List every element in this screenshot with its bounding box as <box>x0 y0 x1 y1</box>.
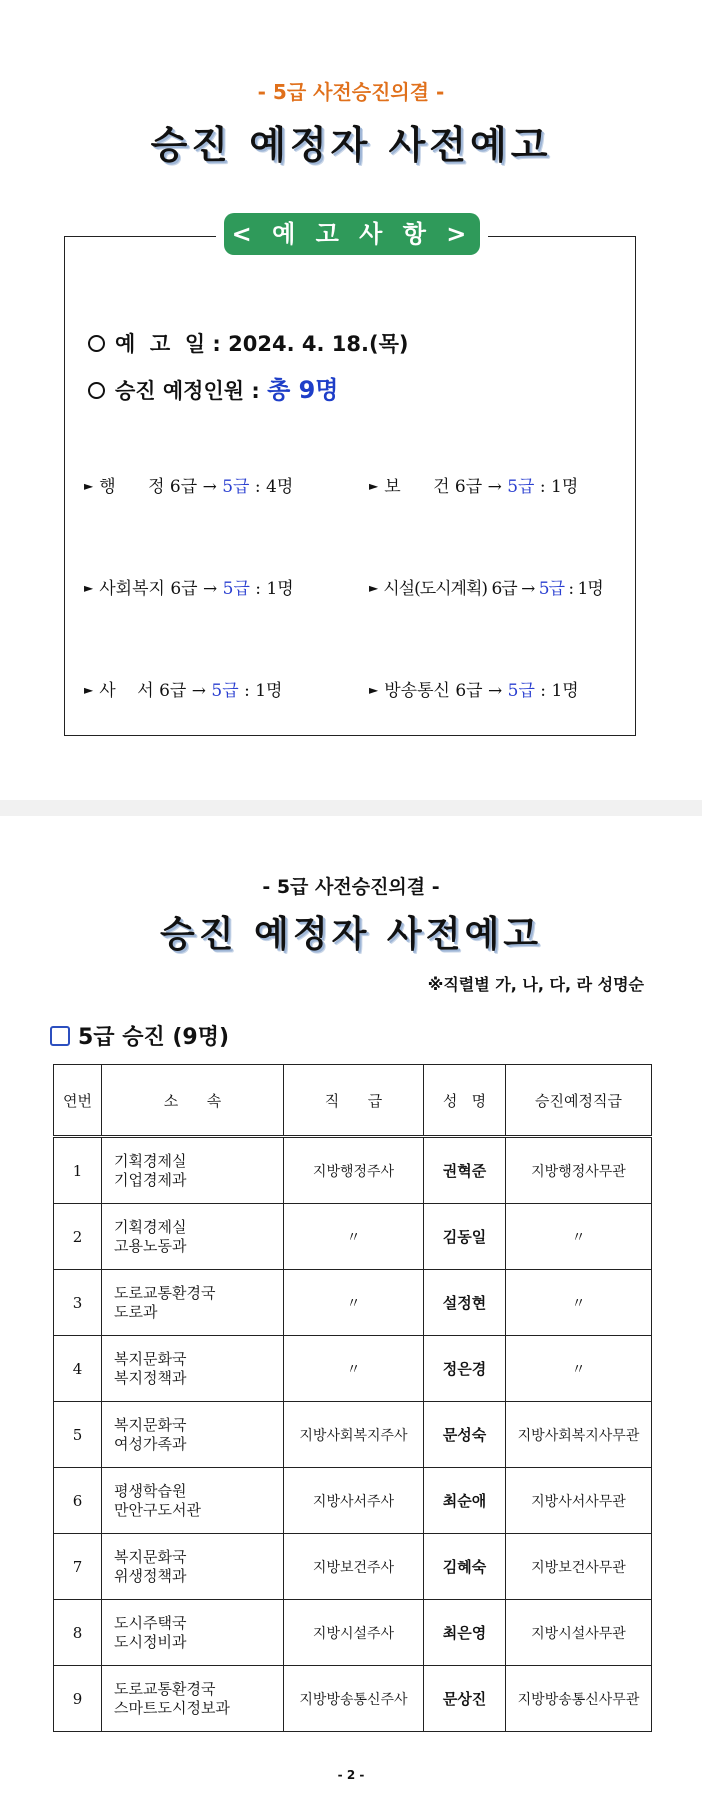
triangle-bullet-icon: ► <box>84 683 94 697</box>
headcount-label: 승진 예정인원 <box>115 379 245 403</box>
cell-grade: 지방행정주사 <box>284 1137 424 1204</box>
dept-section: 위생정책과 <box>114 1566 187 1585</box>
table-header-row <box>54 1065 652 1137</box>
header-name: 성 명 <box>424 1065 506 1137</box>
cell-name: 정은경 <box>424 1336 506 1402</box>
dept-section: 만안구도서관 <box>114 1500 201 1519</box>
header-grade: 직 급 <box>284 1065 424 1137</box>
table-row <box>54 1534 652 1600</box>
rank-item: ► 사회복지 6급 → 5급 : 1명 <box>84 579 294 599</box>
dept-section: 기업경제과 <box>114 1170 187 1189</box>
rank-to: 5급 <box>222 477 250 497</box>
cell-grade: 지방방송통신주사 <box>284 1666 424 1732</box>
dept-division: 도로교통환경국 <box>114 1679 216 1698</box>
cell-name: 최은영 <box>424 1600 506 1666</box>
cell-dept <box>102 1270 284 1336</box>
rank-series: 사 서 <box>99 681 154 701</box>
cell-name: 최순애 <box>424 1468 506 1534</box>
table-row <box>54 1270 652 1336</box>
rank-from: 6급 <box>491 579 517 599</box>
rank-to: 5급 <box>222 579 250 599</box>
page2-subtitle: - 5급 사전승진의결 - <box>262 876 440 898</box>
cell-name: 문성숙 <box>424 1402 506 1468</box>
cell-dept <box>102 1336 284 1402</box>
cell-grade: 〃 <box>284 1204 424 1270</box>
rank-from: 6급 <box>169 477 198 497</box>
rank-from: 6급 <box>455 681 483 701</box>
table-row <box>54 1402 652 1468</box>
cell-new-grade: 〃 <box>506 1204 652 1270</box>
cell-name: 문상진 <box>424 1666 506 1732</box>
circle-bullet-icon <box>88 335 105 352</box>
cell-no: 3 <box>54 1270 102 1336</box>
cell-dept <box>102 1468 284 1534</box>
rank-to: 5급 <box>538 579 564 599</box>
triangle-bullet-icon: ► <box>84 581 94 595</box>
rank-count: 1명 <box>255 681 283 701</box>
header-no: 연번 <box>54 1065 102 1137</box>
rank-item: ► 사 서 6급 → 5급 : 1명 <box>84 681 283 701</box>
rank-item: ► 방송통신 6급 → 5급 : 1명 <box>369 681 579 701</box>
dept-section: 스마트도시정보과 <box>114 1698 230 1717</box>
table-row <box>54 1666 652 1732</box>
page1-title: 승진 예정자 사전예고 <box>150 123 552 167</box>
rank-count: 1명 <box>551 477 579 497</box>
cell-grade: 〃 <box>284 1336 424 1402</box>
dept-section: 여성가족과 <box>114 1434 187 1453</box>
cell-name: 권혁준 <box>424 1137 506 1204</box>
dept-section: 고용노동과 <box>114 1236 187 1255</box>
cell-name: 김혜숙 <box>424 1534 506 1600</box>
rank-series: 보 건 <box>384 477 450 497</box>
rank-item: ► 행 정 6급 → 5급 : 4명 <box>84 477 294 497</box>
cell-grade: 〃 <box>284 1270 424 1336</box>
dept-division: 복지문화국 <box>114 1547 187 1566</box>
cell-new-grade: 〃 <box>506 1270 652 1336</box>
dept-section: 도로과 <box>114 1302 158 1321</box>
notice-label: < 예 고 사 항 > <box>224 213 480 255</box>
rank-from: 6급 <box>159 681 187 701</box>
cell-grade: 지방사회복지주사 <box>284 1402 424 1468</box>
dept-division: 도시주택국 <box>114 1613 187 1632</box>
dept-division: 평생학습원 <box>114 1481 187 1500</box>
table-row <box>54 1600 652 1666</box>
page-1 <box>0 0 702 800</box>
cell-new-grade: 지방보건사무관 <box>506 1534 652 1600</box>
triangle-bullet-icon: ► <box>84 479 94 493</box>
notice-date-label: 예 고 일 <box>115 332 206 356</box>
cell-new-grade: 지방행정사무관 <box>506 1137 652 1204</box>
rank-count: 4명 <box>266 477 294 497</box>
rank-to: 5급 <box>211 681 239 701</box>
triangle-bullet-icon: ► <box>369 683 379 697</box>
header-new-grade: 승진예정직급 <box>506 1065 652 1137</box>
cell-no: 8 <box>54 1600 102 1666</box>
circle-bullet-icon <box>88 382 105 399</box>
table-row <box>54 1468 652 1534</box>
cell-new-grade: 지방사회복지사무관 <box>506 1402 652 1468</box>
cell-new-grade: 지방시설사무관 <box>506 1600 652 1666</box>
promotion-table <box>53 1064 652 1732</box>
dept-division: 복지문화국 <box>114 1349 187 1368</box>
rank-item: ► 보 건 6급 → 5급 : 1명 <box>369 477 579 497</box>
cell-grade: 지방보건주사 <box>284 1534 424 1600</box>
cell-grade: 지방사서주사 <box>284 1468 424 1534</box>
sort-note: ※직렬별 가, 나, 다, 라 성명순 <box>427 975 644 994</box>
table-row <box>54 1336 652 1402</box>
cell-dept <box>102 1534 284 1600</box>
table-row <box>54 1137 652 1204</box>
rank-series: 사회복지 <box>99 579 165 599</box>
dept-division: 기획경제실 <box>114 1151 187 1170</box>
cell-no: 6 <box>54 1468 102 1534</box>
cell-no: 5 <box>54 1402 102 1468</box>
cell-dept <box>102 1666 284 1732</box>
page-2 <box>0 816 702 1799</box>
rank-from: 6급 <box>454 477 483 497</box>
section-heading <box>50 1020 229 1051</box>
rank-series: 방송통신 <box>384 681 450 701</box>
cell-no: 2 <box>54 1204 102 1270</box>
cell-new-grade: 〃 <box>506 1336 652 1402</box>
dept-division: 복지문화국 <box>114 1415 187 1434</box>
cell-no: 4 <box>54 1336 102 1402</box>
cell-name: 설정현 <box>424 1270 506 1336</box>
cell-no: 1 <box>54 1137 102 1204</box>
page1-subtitle: - 5급 사전승진의결 - <box>257 80 445 104</box>
cell-dept <box>102 1402 284 1468</box>
notice-date-value: 2024. 4. 18.(목) <box>228 332 409 356</box>
cell-new-grade: 지방사서사무관 <box>506 1468 652 1534</box>
triangle-bullet-icon: ► <box>369 581 378 595</box>
cell-name: 김동일 <box>424 1204 506 1270</box>
headcount-line: 승진 예정인원 : 총 9명 <box>88 370 339 405</box>
rank-to: 5급 <box>507 681 535 701</box>
section-title: 5급 승진 (9명) <box>78 1025 230 1050</box>
page-gap <box>0 800 702 816</box>
rank-count: 1명 <box>551 681 579 701</box>
headcount-value: 총 9명 <box>267 376 339 404</box>
dept-division: 기획경제실 <box>114 1217 187 1236</box>
rank-series: 시설(도시계획) <box>383 579 488 599</box>
rank-item: ► 시설(도시계획) 6급 → 5급 : 1명 <box>369 579 603 599</box>
square-bullet-icon <box>50 1026 70 1046</box>
cell-no: 9 <box>54 1666 102 1732</box>
page2-title: 승진 예정자 사전예고 <box>159 914 543 955</box>
rank-from: 6급 <box>170 579 198 599</box>
rank-to: 5급 <box>507 477 535 497</box>
rank-series: 행 정 <box>99 477 165 497</box>
cell-dept <box>102 1600 284 1666</box>
page-number: - 2 - <box>337 1768 365 1782</box>
cell-no: 7 <box>54 1534 102 1600</box>
header-dept: 소 속 <box>102 1065 284 1137</box>
table-row <box>54 1204 652 1270</box>
cell-dept <box>102 1204 284 1270</box>
dept-section: 도시정비과 <box>114 1632 187 1651</box>
cell-new-grade: 지방방송통신사무관 <box>506 1666 652 1732</box>
notice-date-line: 예 고 일 : 2024. 4. 18.(목) <box>88 328 408 358</box>
cell-dept <box>102 1137 284 1204</box>
dept-division: 도로교통환경국 <box>114 1283 216 1302</box>
rank-count: 1명 <box>266 579 294 599</box>
rank-count: 1명 <box>577 579 603 599</box>
triangle-bullet-icon: ► <box>369 479 379 493</box>
cell-grade: 지방시설주사 <box>284 1600 424 1666</box>
dept-section: 복지정책과 <box>114 1368 187 1387</box>
